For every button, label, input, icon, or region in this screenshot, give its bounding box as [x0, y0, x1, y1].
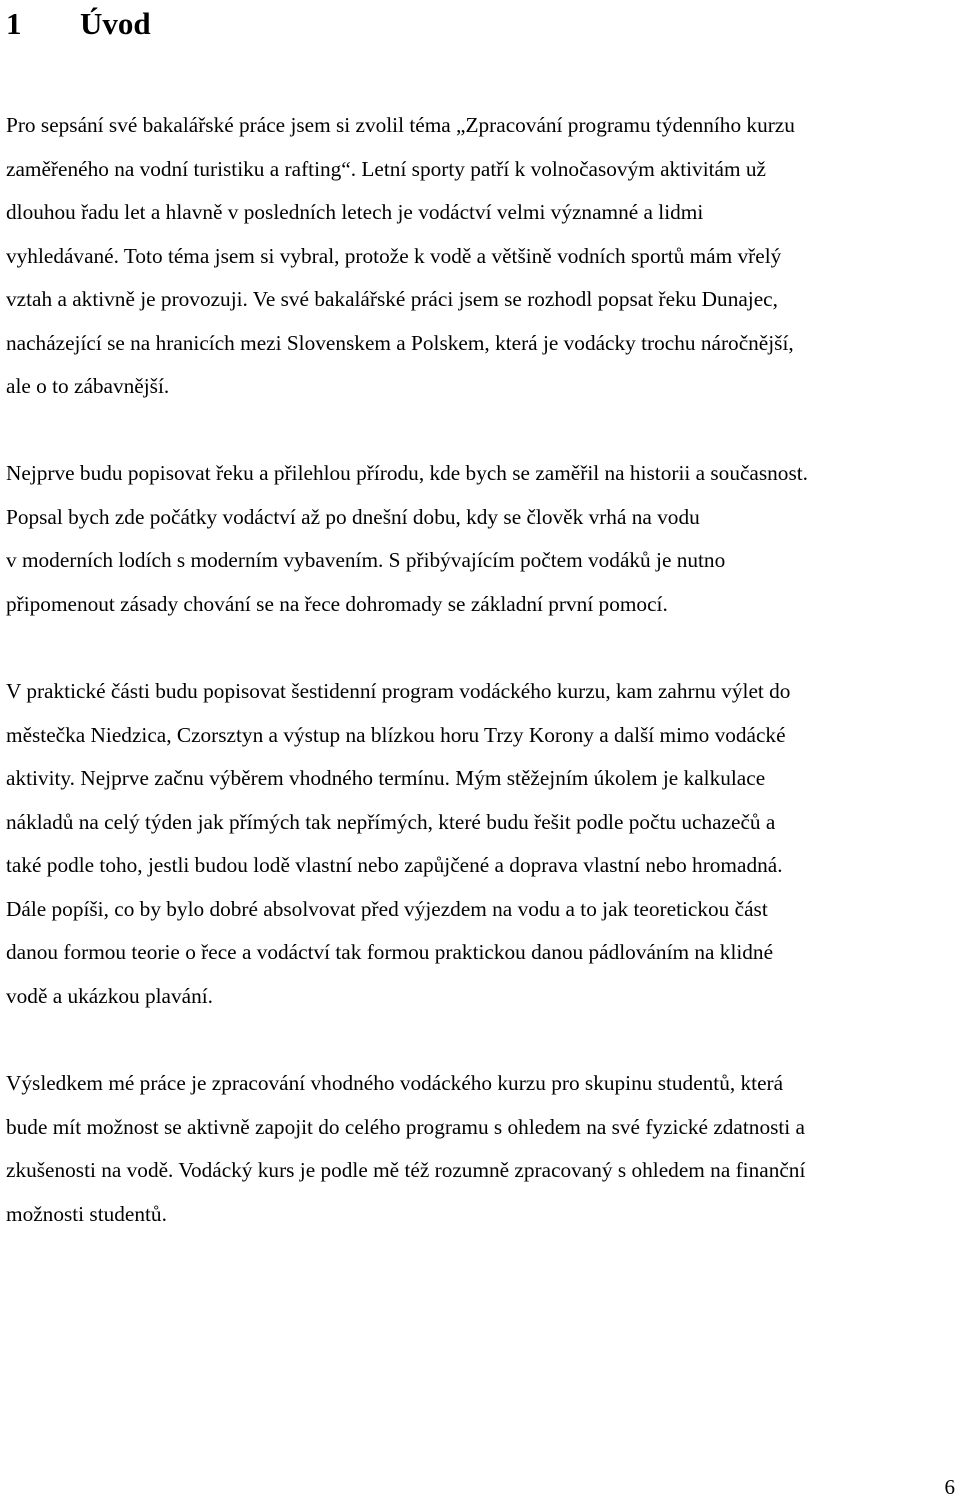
text-line: danou formou teorie o řece a vodáctví tak formou praktickou danou pádlováním na klidné [6, 940, 774, 964]
text-line: Popsal bych zde počátky vodáctví až po dnešní dobu, kdy se člověk vrhá na vodu [6, 504, 700, 529]
text-line: aktivity. Nejprve začnu výběrem vhodného termínu. Mým stěžejním úkolem je kalkulace [6, 766, 766, 790]
text-line: bude mít možnost se aktivně zapojit do celého programu s ohledem na své fyzické zdatnosti a [6, 1114, 805, 1139]
text-line: zaměřeného na vodní turistiku a rafting“. Letní sporty patří k volnočasovým aktivitám už [6, 156, 766, 181]
chapter-heading [6, 4, 151, 44]
text-line: městečka Niedzica, Czorsztyn a výstup na blízkou horu Trzy Korony a další mimo vodácké [6, 722, 786, 747]
text-line: také podle toho, jestli budou lodě vlastní nebo zapůjčené a doprava vlastní nebo hromadná. [6, 853, 783, 877]
page-number: 6 [944, 1475, 955, 1499]
chapter-title: Úvod [80, 6, 151, 41]
text-line: připomenout zásady chování se na řece dohromady se základní první pomocí. [6, 591, 668, 616]
text-line: vodě a ukázkou plavání. [6, 983, 213, 1008]
text-line: dlouhou řadu let a hlavně v posledních letech je vodáctví velmi významné a lidmi [6, 200, 704, 224]
text-line: možnosti studentů. [6, 1201, 167, 1226]
text-line: ale o to zábavnější. [6, 374, 170, 398]
text-line: V praktické části budu popisovat šestidenní program vodáckého kurzu, kam zahrnu výlet do [6, 679, 791, 703]
paragraph-result [6, 1062, 956, 1236]
text-line: nacházející se na hranicích mezi Slovenskem a Polskem, která je vodácky trochu náročnější, [6, 330, 794, 355]
text-line: vyhledávané. Toto téma jsem si vybral, protože k vodě a většině vodních sportů mám vřelý [6, 243, 782, 268]
text-line: vztah a aktivně je provozuji. Ve své bakalářské práci jsem se rozhodl popsat řeku Dunajec, [6, 287, 778, 311]
text-line: Výsledkem mé práce je zpracování vhodného vodáckého kurzu pro skupinu studentů, která [6, 1071, 784, 1095]
chapter-number: 1 [6, 6, 22, 41]
text-line: zkušenosti na vodě. Vodácký kurs je podle mě též rozumně zpracovaný s ohledem na finanční [6, 1158, 806, 1182]
paragraph-theory [6, 452, 956, 626]
paragraph-intro [6, 104, 956, 409]
text-line: Pro sepsání své bakalářské práce jsem si zvolil téma „Zpracování programu týdenního kurzu [6, 113, 795, 137]
text-line: Nejprve budu popisovat řeku a přilehlou přírodu, kde bych se zaměřil na historii a současnost. [6, 461, 808, 485]
text-line: nákladů na celý týden jak přímých tak nepřímých, které budu řešit podle počtu uchazečů a [6, 809, 776, 834]
text-line: Dále popíši, co by bylo dobré absolvovat před výjezdem na vodu a to jak teoretickou část [6, 896, 768, 921]
text-line: v moderních lodích s moderním vybavením. S přibývajícím počtem vodáků je nutno [6, 548, 726, 572]
paragraph-practical [6, 670, 956, 1018]
